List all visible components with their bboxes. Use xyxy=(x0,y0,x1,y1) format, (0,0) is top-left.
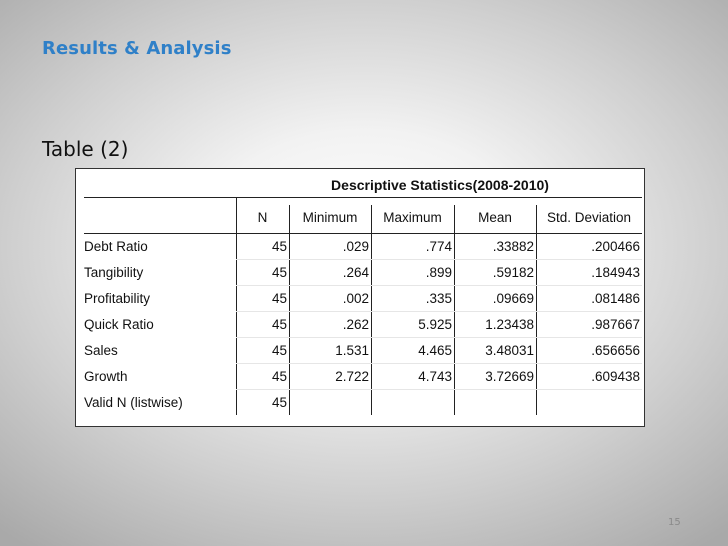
table-cell: .002 xyxy=(342,291,369,306)
header-rule xyxy=(84,233,642,234)
table-cell: .33882 xyxy=(492,239,534,254)
table-caption: Descriptive Statistics(2008-2010) xyxy=(331,177,549,193)
table-cell: 1.23438 xyxy=(485,317,534,332)
table-cell: 45 xyxy=(271,291,287,306)
table-cell: 1.531 xyxy=(335,343,369,358)
table-cell: 45 xyxy=(271,369,287,384)
table-cell: 45 xyxy=(271,343,287,358)
table-cell: 3.72669 xyxy=(485,369,534,384)
table-cell: 45 xyxy=(271,317,287,332)
column-header: Mean xyxy=(478,210,512,225)
row-separator xyxy=(236,389,642,390)
table-cell: .335 xyxy=(425,291,452,306)
table-cell: 45 xyxy=(271,395,287,410)
table-cell: .987667 xyxy=(591,317,640,332)
table-cell: 5.925 xyxy=(418,317,452,332)
row-label: Growth xyxy=(84,369,128,384)
row-separator xyxy=(236,337,642,338)
row-label: Tangibility xyxy=(84,265,144,280)
caption-rule xyxy=(84,197,642,198)
table-cell: .899 xyxy=(425,265,452,280)
row-separator xyxy=(236,363,642,364)
page-number: 15 xyxy=(668,517,681,528)
row-separator xyxy=(236,311,642,312)
table-cell: .609438 xyxy=(591,369,640,384)
table-cell: .184943 xyxy=(591,265,640,280)
column-header: Std. Deviation xyxy=(546,210,632,225)
table-cell: .656656 xyxy=(591,343,640,358)
table-cell: .200466 xyxy=(591,239,640,254)
column-header: Maximum xyxy=(383,210,442,225)
table-cell: 45 xyxy=(271,239,287,254)
table-cell: 3.48031 xyxy=(485,343,534,358)
descriptive-statistics-table xyxy=(75,168,645,427)
table-cell: .59182 xyxy=(492,265,534,280)
row-label: Debt Ratio xyxy=(84,239,148,254)
column-header: N xyxy=(257,210,268,225)
table-cell: .264 xyxy=(342,265,369,280)
table-cell: .09669 xyxy=(492,291,534,306)
row-label: Quick Ratio xyxy=(84,317,154,332)
table-cell: .262 xyxy=(342,317,369,332)
row-label: Profitability xyxy=(84,291,151,306)
row-label: Valid N (listwise) xyxy=(84,395,183,410)
table-cell: .774 xyxy=(425,239,452,254)
slide-title: Results & Analysis xyxy=(42,38,232,59)
table-cell: 4.465 xyxy=(418,343,452,358)
table-cell: 4.743 xyxy=(418,369,452,384)
table-cell: .081486 xyxy=(591,291,640,306)
row-separator xyxy=(236,259,642,260)
column-header: Minimum xyxy=(302,210,358,225)
table-cell: 2.722 xyxy=(335,369,369,384)
table-subtitle: Table (2) xyxy=(42,137,129,161)
table-cell: .029 xyxy=(342,239,369,254)
table-cell: 45 xyxy=(271,265,287,280)
row-label: Sales xyxy=(84,343,118,358)
row-separator xyxy=(236,285,642,286)
